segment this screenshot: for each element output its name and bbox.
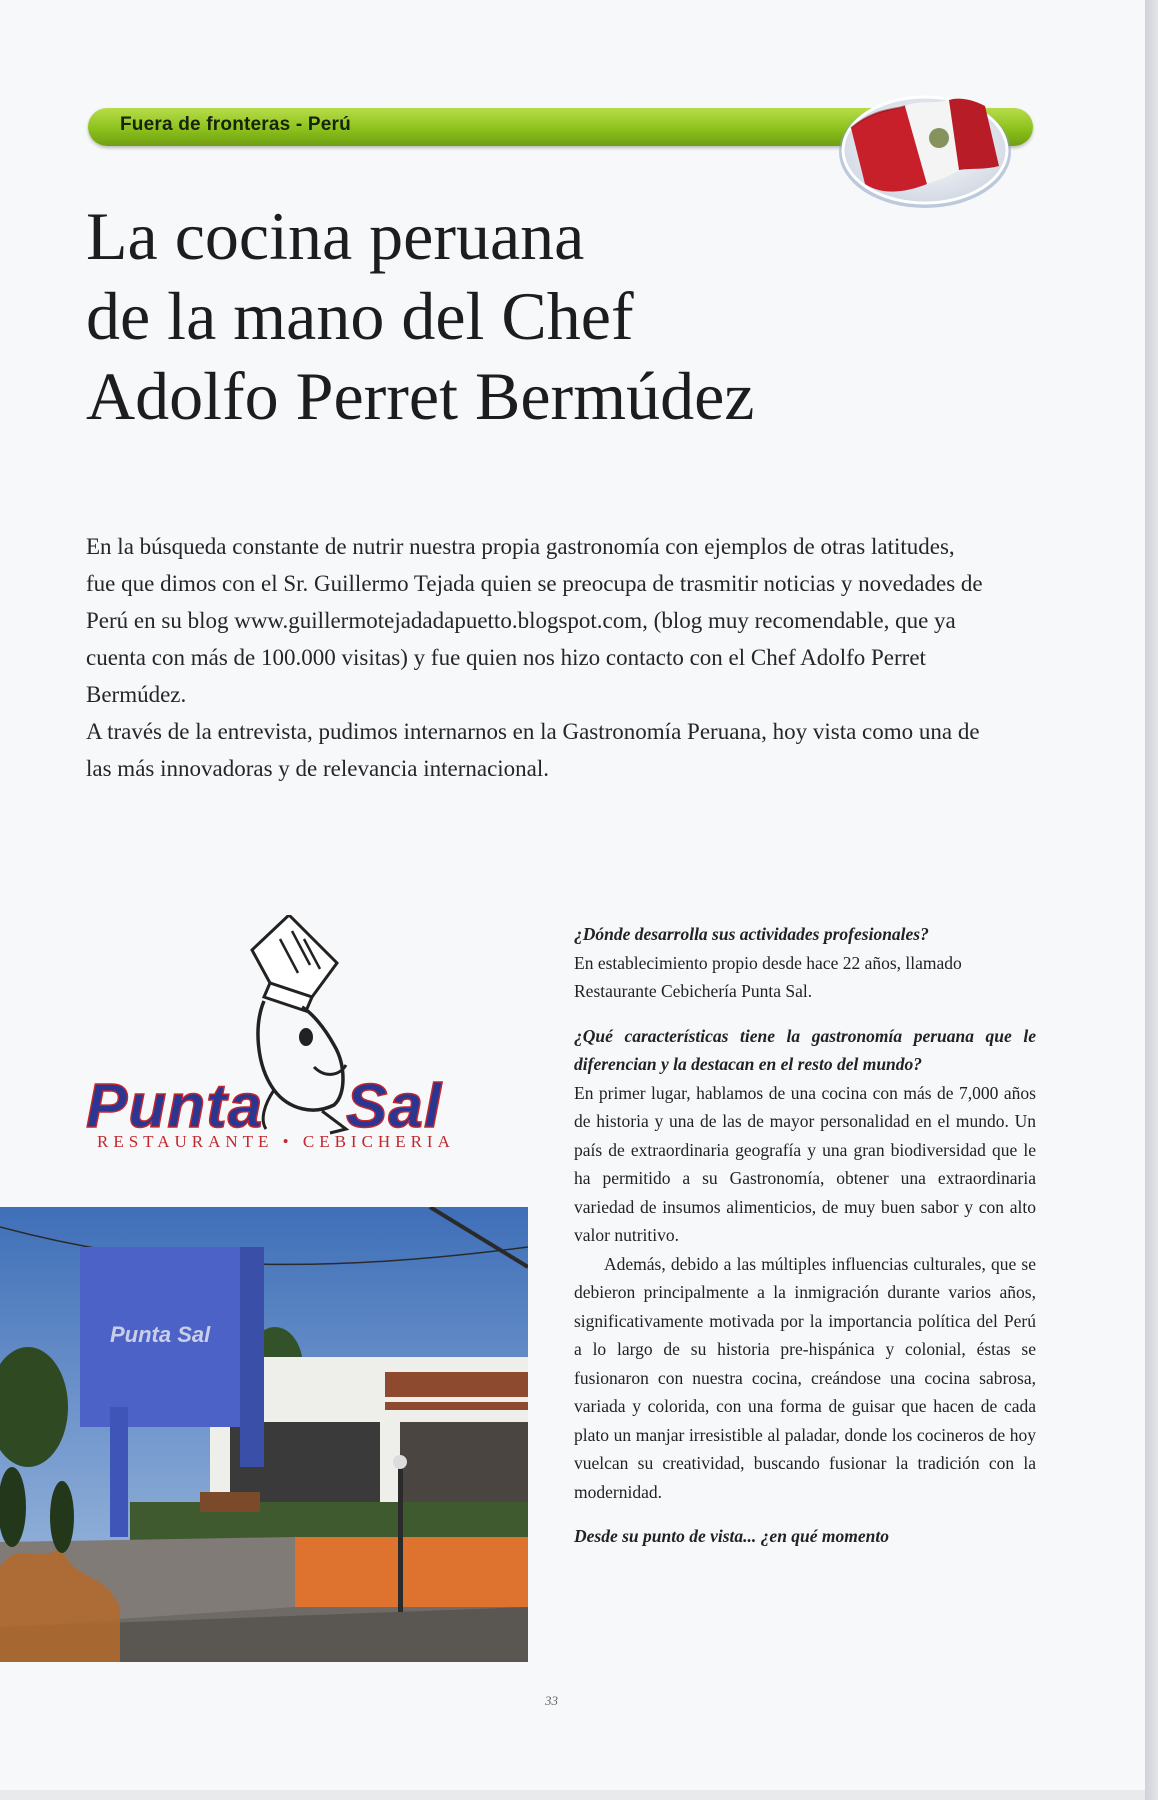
logo-wordmark-punta: Punta xyxy=(86,1072,264,1141)
article-title xyxy=(86,196,986,436)
photo-sign-text: Punta Sal xyxy=(110,1322,211,1347)
section-label: Fuera de fronteras - Perú xyxy=(120,114,351,135)
page-number: 33 xyxy=(545,1693,558,1708)
question-2: ¿Qué características tiene la gastronomía peruana que le diferencian y la destacan en el resto del mundo? xyxy=(574,1025,1036,1074)
title-line-1: La cocina peruana xyxy=(86,198,585,274)
title-line-3: Adolfo Perret Bermúdez xyxy=(86,358,755,434)
answer-1: En establecimiento propio desde hace 22 años, llamado Restaurante Cebichería Punta Sal. xyxy=(574,952,962,1001)
intro-text xyxy=(86,528,986,787)
question-3: Desde su punto de vista... ¿en qué momento xyxy=(574,1526,890,1546)
fish-mascot-icon xyxy=(258,1001,346,1133)
intro-paragraph-2: A través de la entrevista, pudimos internarnos en la Gastronomía Peruana, hoy vista como una de las más innovadoras y de relevancia internacional. xyxy=(86,719,980,781)
title-line-2: de la mano del Chef xyxy=(86,278,634,354)
chef-hat-icon xyxy=(252,915,337,1011)
punta-sal-logo xyxy=(84,915,524,1160)
intro-paragraph-1: En la búsqueda constante de nutrir nuestra propia gastronomía con ejemplos de otras latitudes, fue que dimos con el Sr. Guillermo Tejada quien se preocupa de trasmitir noticias y novedades de Perú en su blog www.guillermotejadadapuetto.blogspot.com, (blog muy recomendable, que ya cuenta con más de 100.000 visitas) y fue quien nos hizo contacto con el Chef Adolfo Perret Bermúdez. xyxy=(86,534,983,707)
question-1: ¿Dónde desarrolla sus actividades profesionales? xyxy=(574,924,929,944)
logo-subtitle: RESTAURANTE • CEBICHERIA xyxy=(97,1132,455,1151)
answer-2-paragraph-2: Además, debido a las múltiples influencias culturales, que se debieron principalmente a la inmigración durante varios años, significativamente motivada por la importancia política del Perú a lo largo de su historia pre-hispánica y colonial, éstas se fusionaron con nuestra cocina, creándose una cocina sabrosa, variada y colorida, con una forma de guisar que hacen de cada plato un manjar irresistible al paladar, donde los cocineros de hoy vuelcan su creatividad, buscando fusionar la tradición con la modernidad. xyxy=(574,1253,1036,1502)
restaurant-photo xyxy=(0,1207,528,1662)
logo-wordmark-sal: Sal xyxy=(346,1072,443,1141)
interview-column xyxy=(574,920,1036,1551)
page-edge xyxy=(1145,0,1158,1800)
answer-2-paragraph-1: En primer lugar, hablamos de una cocina con más de 7,000 años de historia y una de las de mayor personalidad en el mundo. Un país de extraordinaria geografía y una gran biodiversidad que le ha permitido a su Gastronomía, obtener una extraordinaria variedad de insumos alimenticios, de muy buen sabor y con alto valor nutritivo. xyxy=(574,1082,1036,1245)
peru-flag-badge xyxy=(835,88,1015,212)
